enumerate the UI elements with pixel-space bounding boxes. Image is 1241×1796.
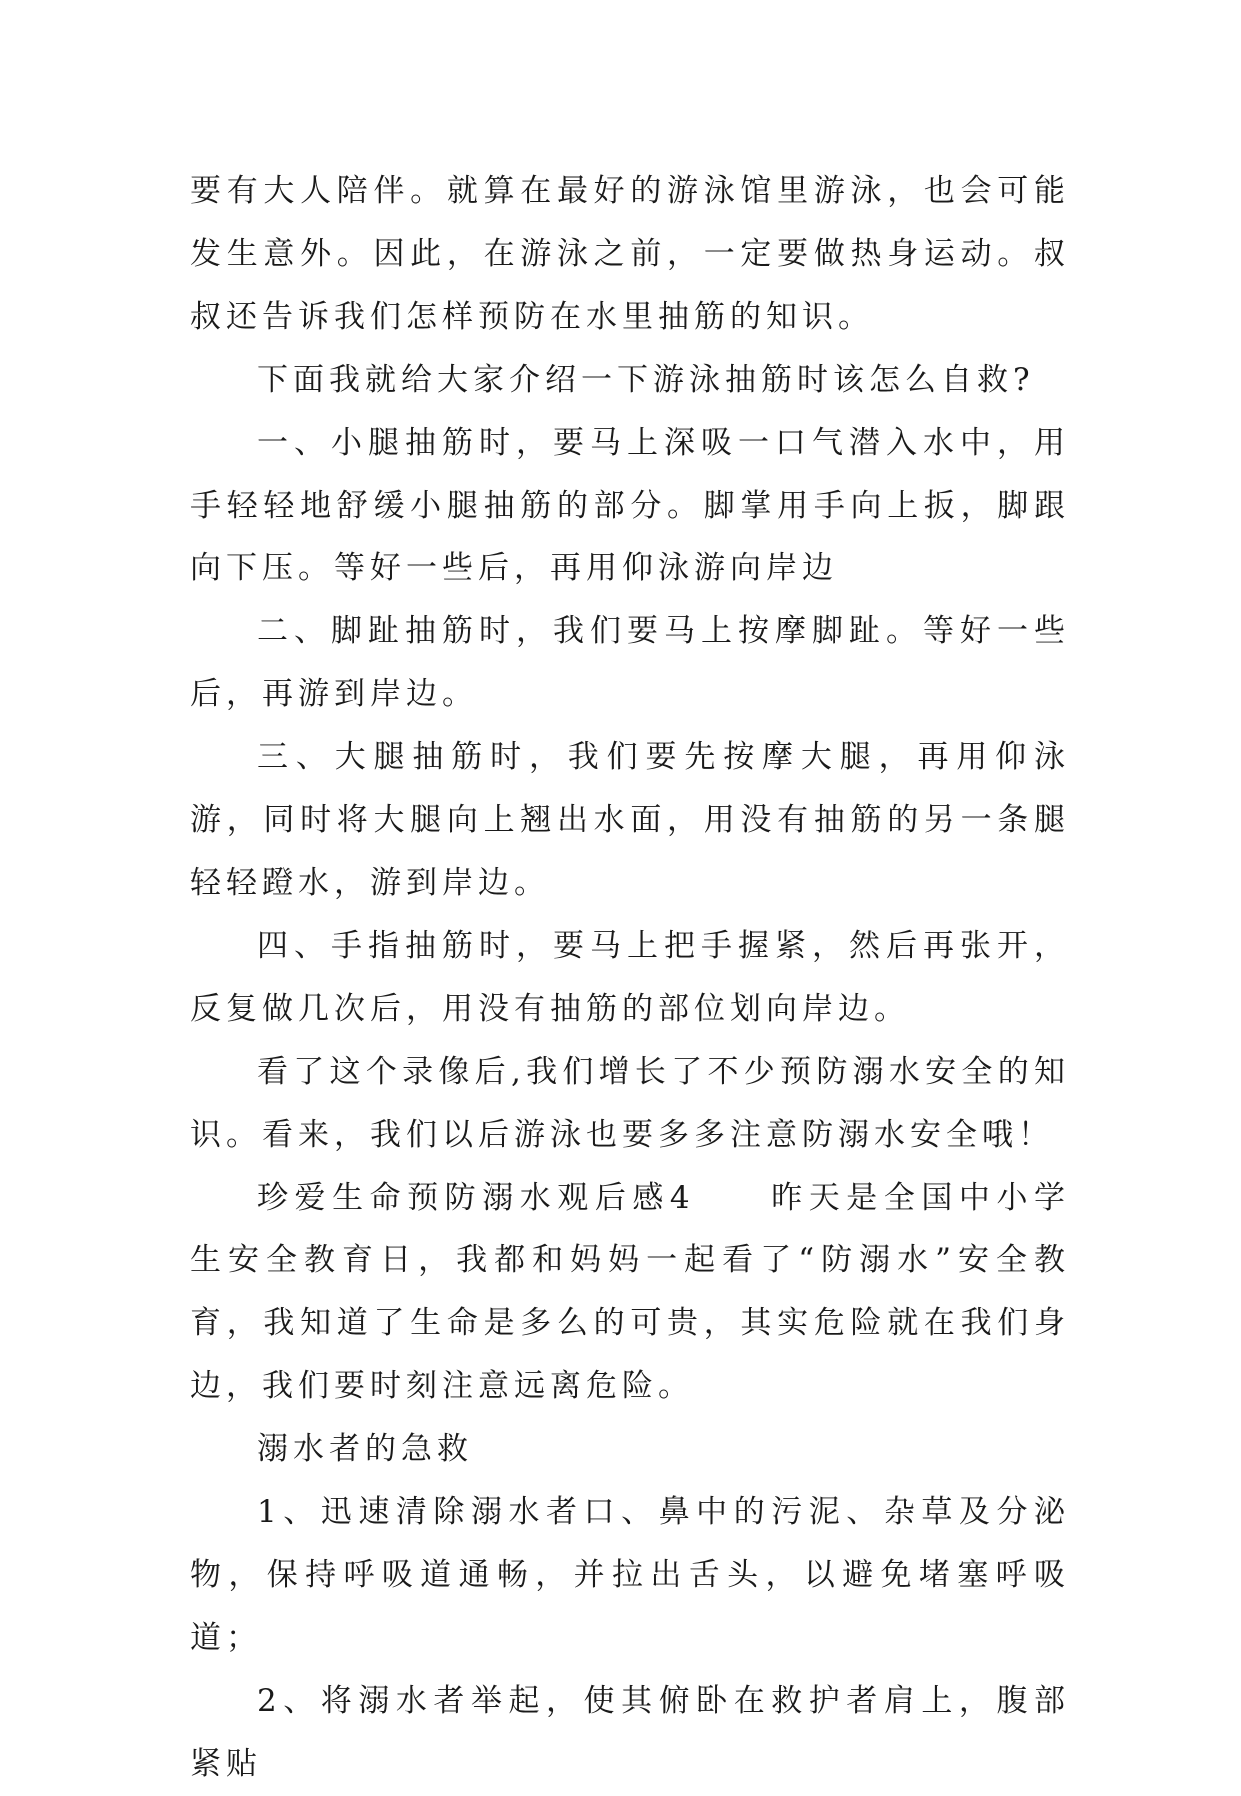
paragraph-conclusion: 看了这个录像后,我们增长了不少预防溺水安全的知识。看来，我们以后游泳也要多多注意防溺水安全哦！ bbox=[190, 1053, 1070, 1153]
section-heading-first-aid: 溺水者的急救 bbox=[257, 1431, 473, 1468]
paragraph-first-aid-step-1: 1、迅速清除溺水者口、鼻中的污泥、杂草及分泌物，保持呼吸道通畅，并拉出舌头，以避免堵塞呼吸道； bbox=[190, 1494, 1070, 1656]
paragraph-first-aid-step-2: 2、将溺水者举起，使其俯卧在救护者肩上，腹部紧贴 bbox=[190, 1682, 1070, 1782]
paragraph-toe-cramp: 二、脚趾抽筋时，我们要马上按摩脚趾。等好一些后，再游到岸边。 bbox=[190, 613, 1070, 713]
paragraph-calf-cramp: 一、小腿抽筋时，要马上深吸一口气潜入水中，用手轻轻地舒缓小腿抽筋的部分。脚掌用手向上扳，脚跟向下压。等好一些后，再用仰泳游向岸边 bbox=[190, 424, 1070, 587]
paragraph-essay-4: 珍爱生命预防溺水观后感4 昨天是全国中小学生安全教育日，我都和妈妈一起看了“防溺水”安全教育，我知道了生命是多么的可贵，其实危险就在我们身边，我们要时刻注意远离危险。 bbox=[190, 1179, 1070, 1405]
paragraph-finger-cramp: 四、手指抽筋时，要马上把手握紧，然后再张开，反复做几次后，用没有抽筋的部位划向岸边。 bbox=[190, 927, 1070, 1027]
paragraph-thigh-cramp: 三、大腿抽筋时，我们要先按摩大腿，再用仰泳游，同时将大腿向上翘出水面，用没有抽筋的另一条腿轻轻蹬水，游到岸边。 bbox=[190, 739, 1070, 901]
paragraph-continuation: 要有大人陪伴。就算在最好的游泳馆里游泳，也会可能发生意外。因此，在游泳之前，一定要做热身运动。叔叔还告诉我们怎样预防在水里抽筋的知识。 bbox=[190, 173, 1070, 335]
document-body bbox=[190, 160, 1070, 1796]
paragraph-intro-self-rescue: 下面我就给大家介绍一下游泳抽筋时该怎么自救? bbox=[257, 361, 1035, 398]
